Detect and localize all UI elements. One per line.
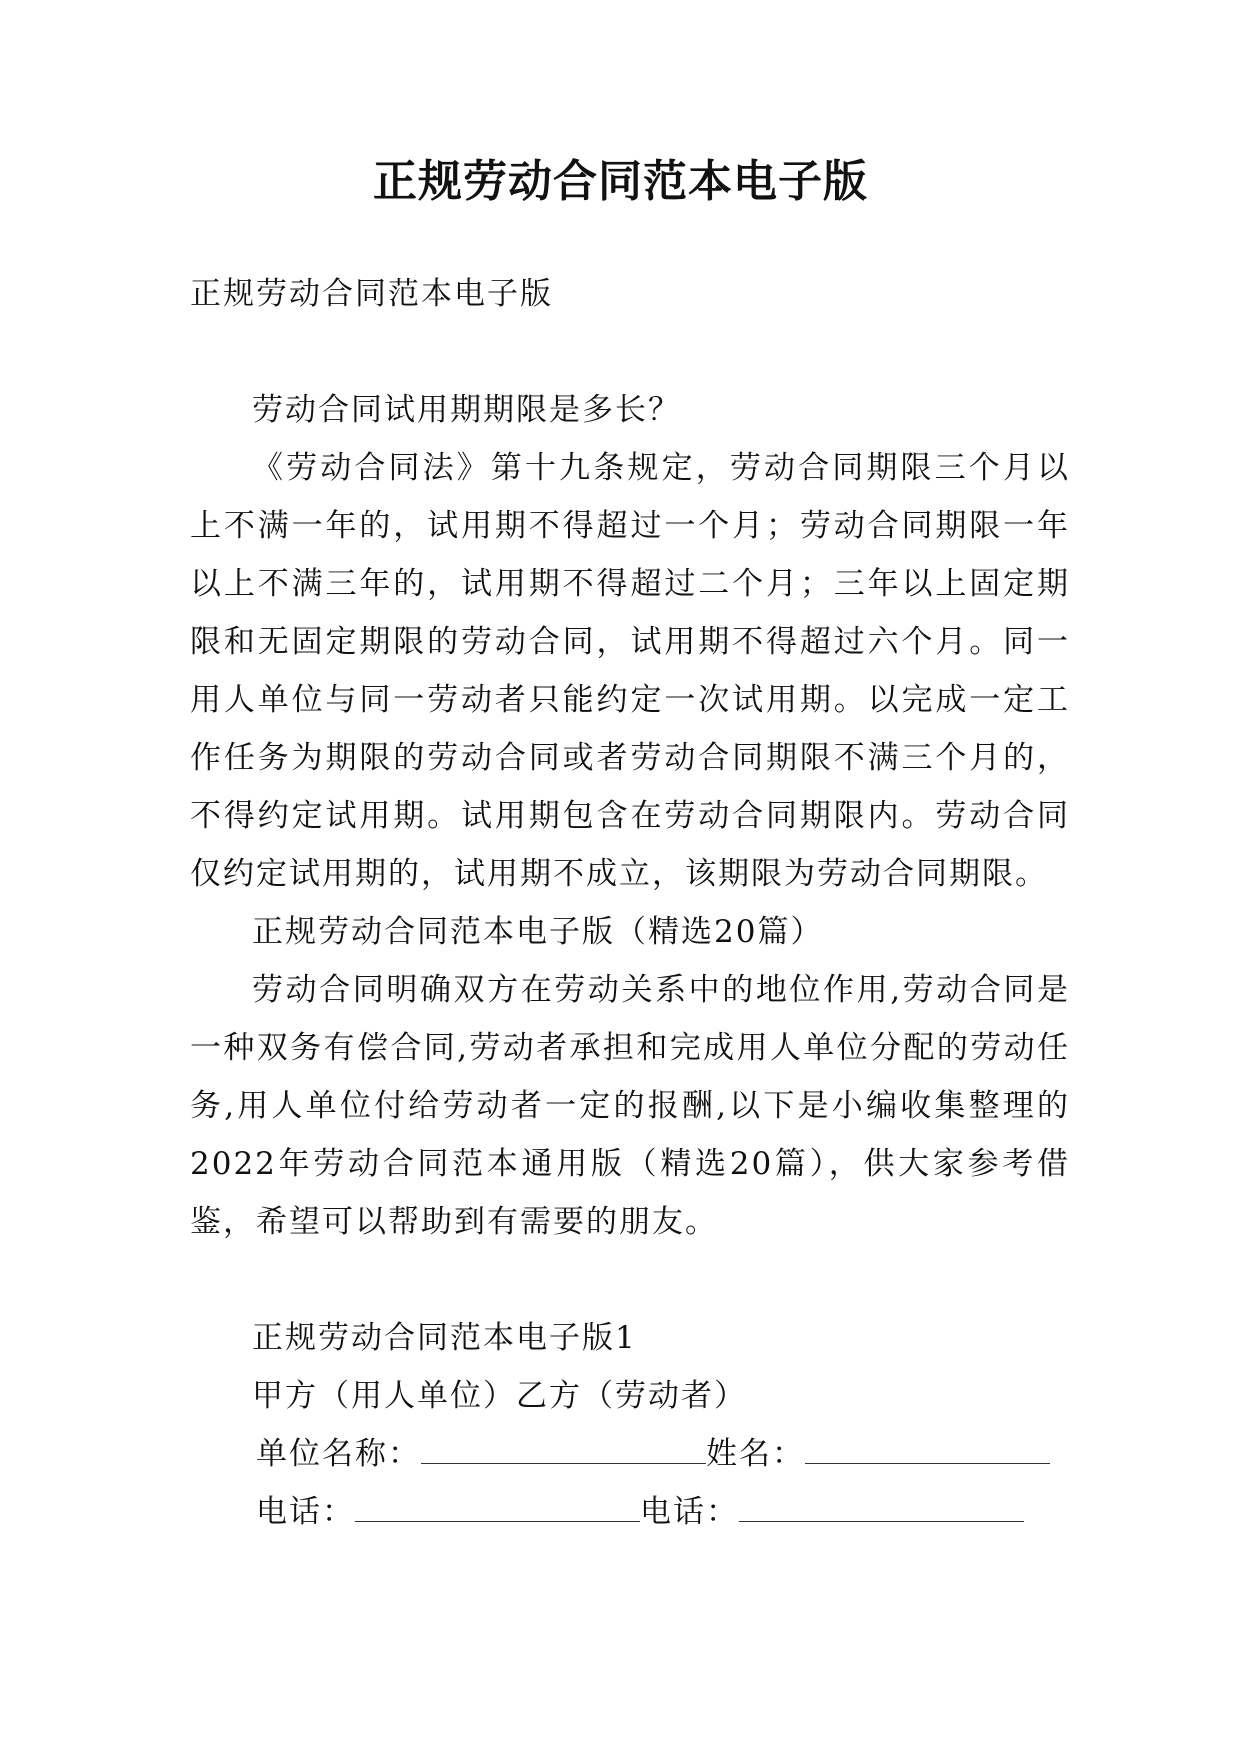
name-field[interactable]: [805, 1437, 1050, 1464]
form-row-unit: [190, 1425, 1070, 1483]
question-heading: 劳动合同试用期期限是多长？: [252, 392, 681, 428]
form-row-phone: [190, 1483, 1070, 1541]
parties-line: 甲方（用人单位）乙方（劳动者）: [252, 1378, 747, 1414]
phone-field-employer[interactable]: [355, 1495, 640, 1522]
document-title: 正规劳动合同范本电子版: [373, 156, 868, 207]
phone-label-employer: 电话：: [256, 1494, 355, 1530]
intro-paragraph: 劳动合同明确双方在劳动关系中的地位作用,劳动合同是一种双务有偿合同,劳动者承担和完成用人单位分配的劳动任务,用人单位付给劳动者一定的报酬,以下是小编收集整理的2022年劳动合同范本通用版（精选20篇），供大家参考借鉴，希望可以帮助到有需要的朋友。: [190, 972, 1070, 1240]
unit-name-label: 单位名称：: [256, 1436, 421, 1472]
name-label: 姓名：: [706, 1436, 805, 1472]
law-paragraph: 《劳动合同法》第十九条规定，劳动合同期限三个月以上不满一年的，试用期不得超过一个月；劳动合同期限一年以上不满三年的，试用期不得超过二个月；三年以上固定期限和无固定期限的劳动合同，试用期不得超过六个月。同一用人单位与同一劳动者只能约定一次试用期。以完成一定工作任务为期限的劳动合同或者劳动合同期限不满三个月的，不得约定试用期。试用期包含在劳动合同期限内。劳动合同仅约定试用期的，试用期不成立，该期限为劳动合同期限。: [190, 450, 1070, 892]
contract-title: 正规劳动合同范本电子版1: [252, 1320, 637, 1356]
subtitle: 正规劳动合同范本电子版: [190, 276, 553, 312]
collection-title: 正规劳动合同范本电子版（精选20篇）: [252, 914, 824, 950]
spacer: [190, 323, 1070, 381]
unit-name-field[interactable]: [421, 1437, 706, 1464]
spacer: [190, 1251, 1070, 1309]
document-body: [190, 265, 1070, 1541]
phone-label-employee: 电话：: [640, 1494, 739, 1530]
phone-field-employee[interactable]: [739, 1495, 1024, 1522]
